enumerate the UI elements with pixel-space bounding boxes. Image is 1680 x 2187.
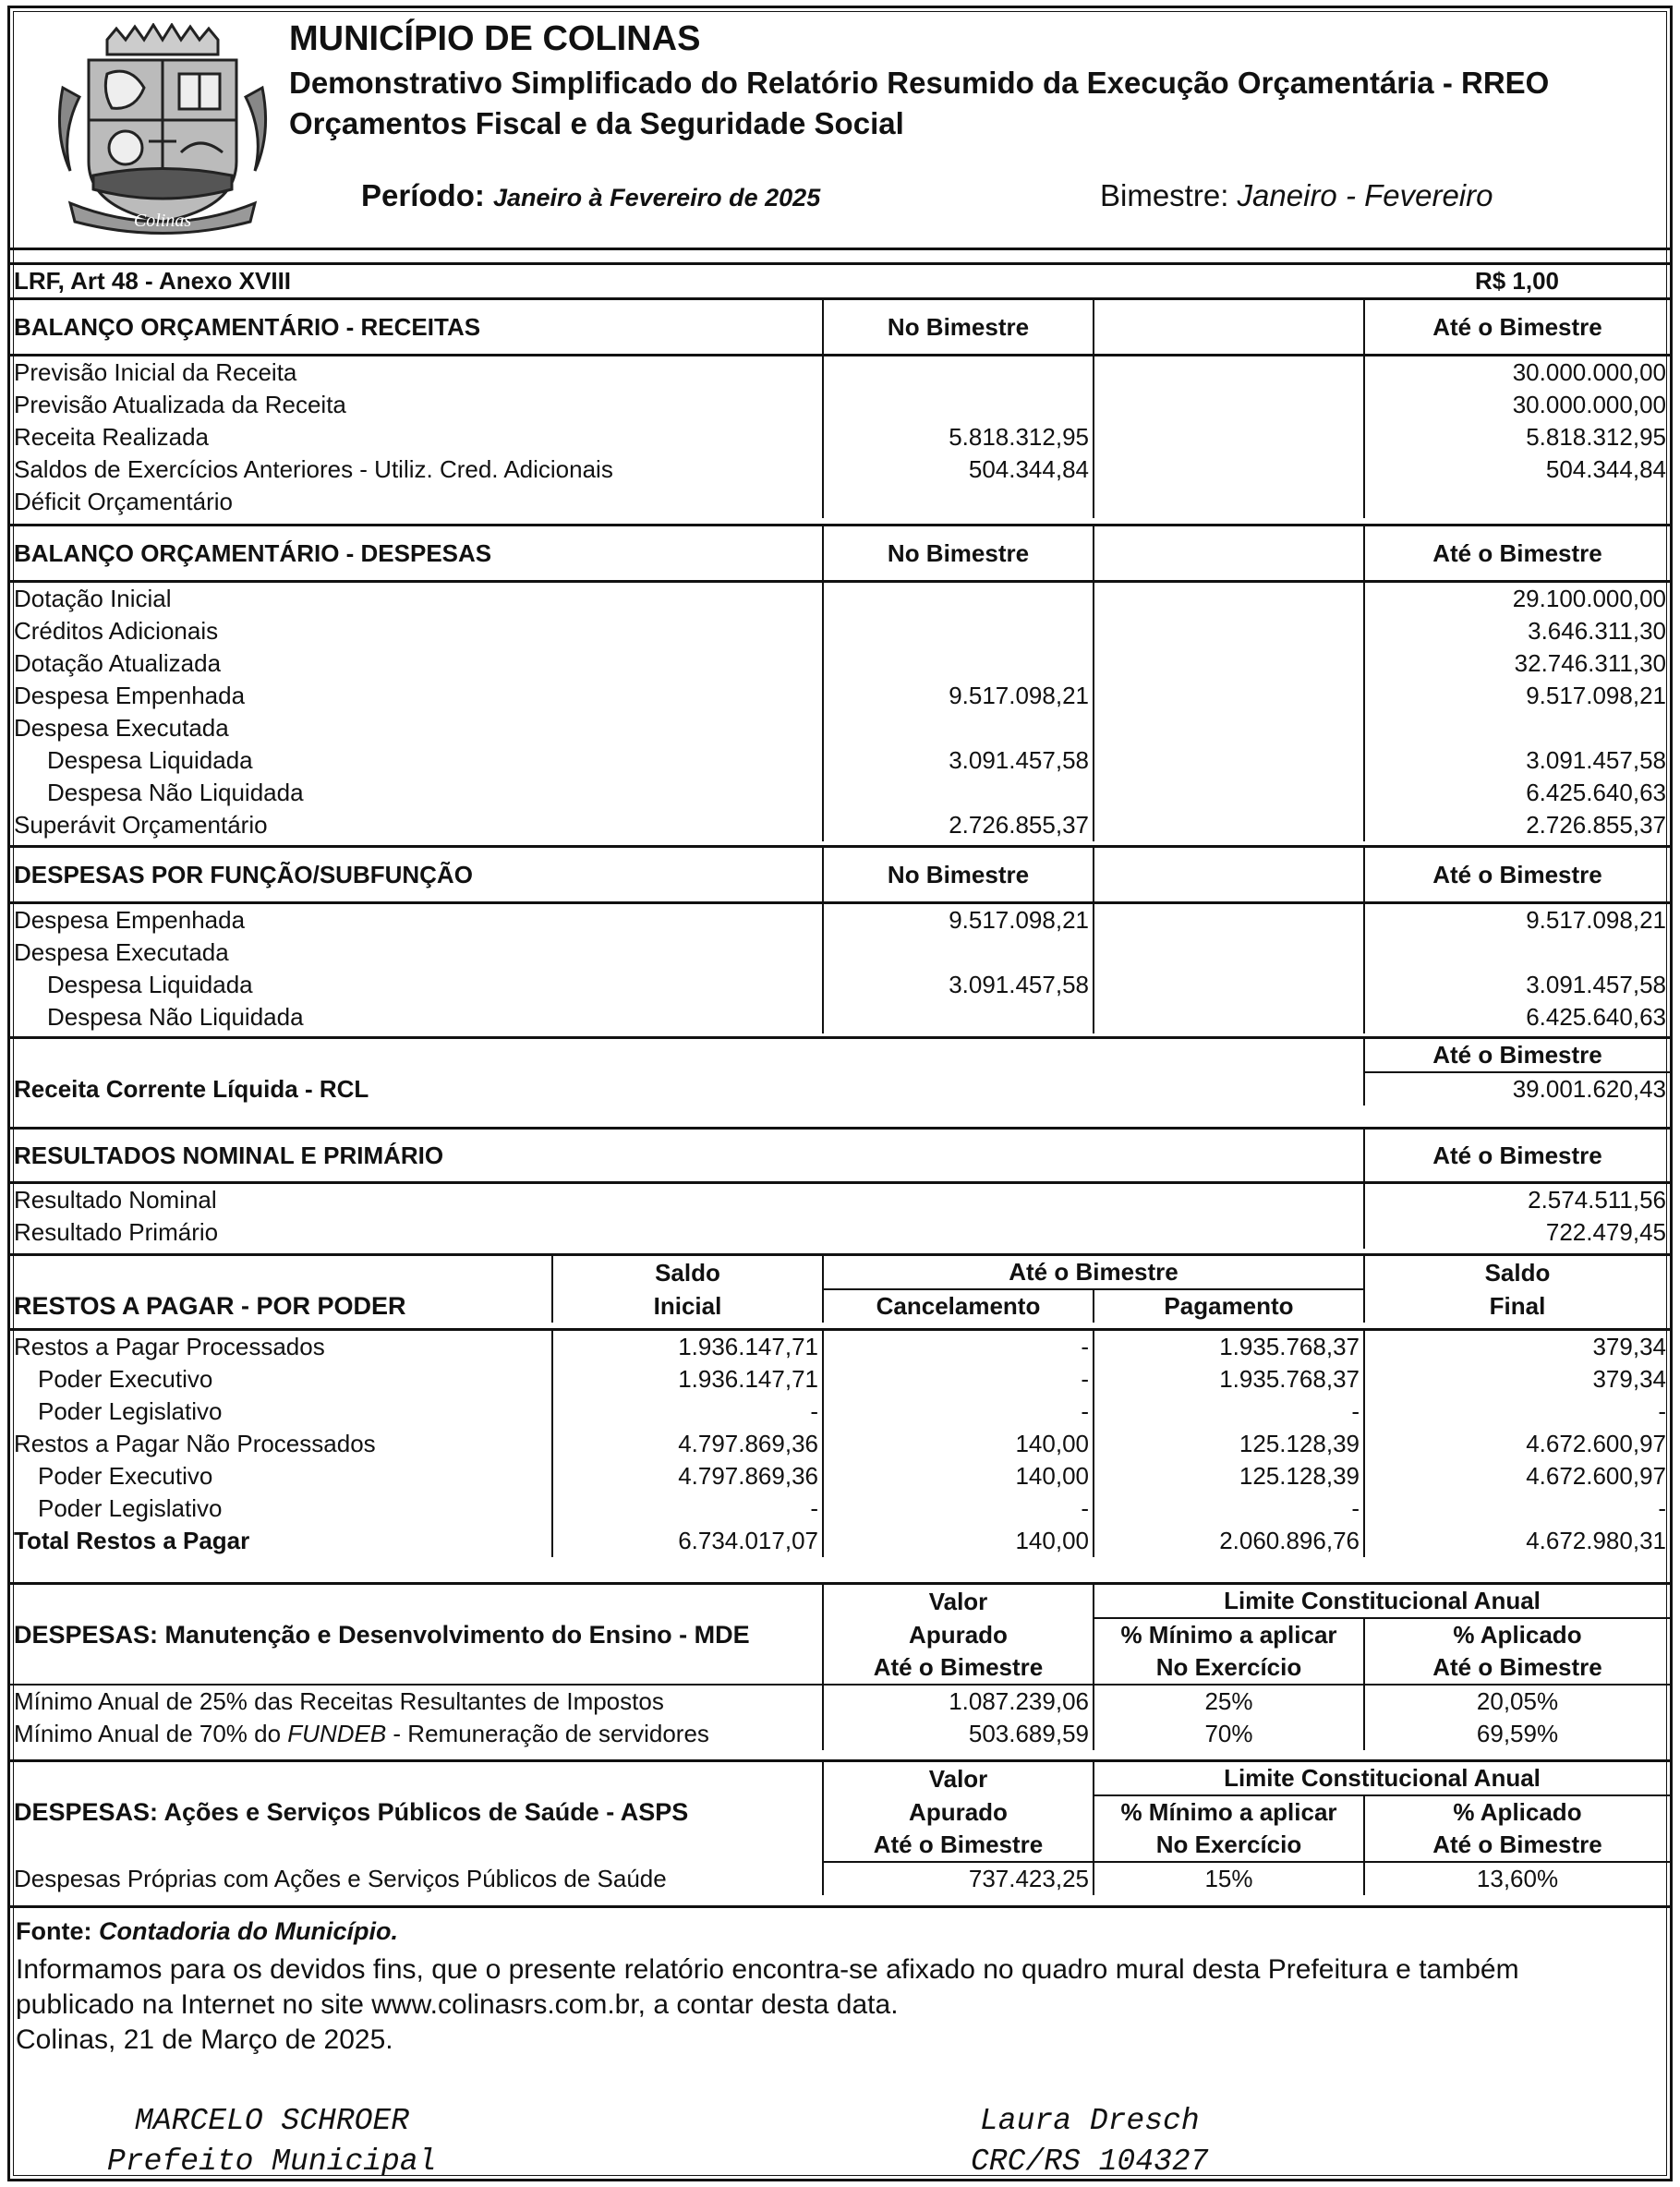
asps-head-min: % Mínimo a aplicar	[1094, 1795, 1364, 1829]
table-cell: - Remuneração de servidores	[386, 1720, 709, 1747]
table-cell: 5.818.312,95	[823, 421, 1094, 453]
table-cell: 20,05%	[1364, 1685, 1670, 1718]
table-cell	[823, 777, 1094, 809]
table-cell: No Exercício	[1094, 1829, 1364, 1862]
resultados-col-ate: Até o Bimestre	[1364, 1129, 1670, 1183]
signature-name-1: MARCELO SCHROER	[135, 2104, 410, 2138]
lrf-label: LRF, Art 48 - Anexo XVIII	[14, 267, 292, 295]
table-cell: Até o Bimestre	[823, 1651, 1094, 1685]
restos-head-cancel: Cancelamento	[823, 1289, 1094, 1323]
restos-title: RESTOS A PAGAR - POR PODER	[14, 1291, 406, 1320]
table-cell: 6.425.640,63	[1364, 777, 1670, 809]
table-cell: 4.672.980,31	[1364, 1525, 1670, 1557]
table-cell: 6.734.017,07	[552, 1525, 823, 1557]
coat-of-arms-logo	[52, 23, 273, 237]
table-cell: 2.574.511,56	[1364, 1183, 1670, 1217]
table-row-label: Poder Legislativo	[38, 1494, 223, 1522]
table-cell: 1.935.768,37	[1094, 1330, 1364, 1364]
funcao-title: DESPESAS POR FUNÇÃO/SUBFUNÇÃO	[14, 861, 473, 888]
table-cell: Até o Bimestre	[1364, 1829, 1670, 1862]
signature-role-2: CRC/RS 104327	[971, 2145, 1209, 2179]
page-title: MUNICÍPIO DE COLINAS	[289, 19, 701, 58]
table-cell: 15%	[1094, 1862, 1364, 1895]
bimestre-label: Bimestre:	[1100, 178, 1229, 212]
table-row-label: Despesa Liquidada	[47, 971, 253, 998]
resultados-title: RESULTADOS NOMINAL E PRIMÁRIO	[14, 1142, 444, 1169]
table-cell: 3.646.311,30	[1364, 615, 1670, 647]
table-cell: 30.000.000,00	[1364, 389, 1670, 421]
table-cell: 3.091.457,58	[823, 744, 1094, 777]
table-row-label: Previsão Atualizada da Receita	[14, 391, 346, 418]
table-row-label: Despesa Executada	[14, 714, 229, 742]
table-cell: 4.797.869,36	[552, 1460, 823, 1492]
table-cell: 503.689,59	[823, 1718, 1094, 1750]
table-row-label: Despesa Não Liquidada	[47, 779, 304, 806]
table-cell: 737.423,25	[823, 1862, 1094, 1895]
table-cell	[823, 582, 1094, 616]
despesas-col-no: No Bimestre	[823, 526, 1094, 582]
table-cell: Apurado	[823, 1795, 1094, 1829]
table-cell	[823, 356, 1094, 390]
table-cell: 379,34	[1364, 1330, 1670, 1364]
table-cell: Até o Bimestre	[823, 1829, 1094, 1862]
table-cell: 125.128,39	[1094, 1460, 1364, 1492]
lrf-table	[10, 262, 1670, 299]
table-cell: Informamos para os devidos fins, que o presente relatório encontra-se afixado no quadro mural desta Prefeitura e também publicado na Internet no site www.colinasrs.com.br, a contar desta data.	[16, 1954, 1519, 2020]
table-cell: -	[1094, 1396, 1364, 1428]
period	[361, 178, 820, 213]
table-cell: -	[823, 1330, 1094, 1364]
resultados-table	[10, 1127, 1670, 1249]
asps-head-limite: Limite Constitucional Anual	[1094, 1761, 1670, 1796]
table-row-label: Receita Realizada	[14, 423, 210, 451]
receitas-col-ate: Até o Bimestre	[1364, 299, 1670, 356]
table-row-label: Despesa Executada	[14, 938, 229, 966]
mde-head-limite: Limite Constitucional Anual	[1094, 1584, 1670, 1619]
mde-head-apl: % Aplicado	[1364, 1618, 1670, 1651]
table-cell: 5.818.312,95	[1364, 421, 1670, 453]
table-cell: Inicial	[552, 1289, 823, 1323]
table-cell: -	[552, 1492, 823, 1525]
asps-title: DESPESAS: Ações e Serviços Públicos de Saúde - ASPS	[14, 1797, 689, 1826]
asps-head-apl: % Aplicado	[1364, 1795, 1670, 1829]
source-label: Fonte:	[16, 1917, 92, 1945]
table-cell: 3.091.457,58	[1364, 744, 1670, 777]
table-cell: Apurado	[823, 1618, 1094, 1651]
table-cell: No Exercício	[1094, 1651, 1364, 1685]
despesas-title: BALANÇO ORÇAMENTÁRIO - DESPESAS	[14, 539, 492, 567]
table-cell: 2.726.855,37	[823, 809, 1094, 841]
restos-head-ate: Até o Bimestre	[823, 1255, 1364, 1290]
table-cell: 1.936.147,71	[552, 1330, 823, 1364]
table-row-label: Poder Executivo	[38, 1462, 213, 1490]
table-row-label	[10, 1718, 823, 1750]
funcao-col-no: No Bimestre	[823, 847, 1094, 903]
table-cell: Final	[1364, 1289, 1670, 1323]
table-cell: Mínimo Anual de 70% do	[14, 1720, 288, 1747]
table-cell: 2.060.896,76	[1094, 1525, 1364, 1557]
bimestre	[1100, 178, 1493, 213]
table-cell	[823, 389, 1094, 421]
table-cell: 9.517.098,21	[1364, 903, 1670, 937]
table-cell	[823, 615, 1094, 647]
table-cell: 4.672.600,97	[1364, 1428, 1670, 1460]
table-cell: 9.517.098,21	[823, 903, 1094, 937]
table-cell: 13,60%	[1364, 1862, 1670, 1895]
signature-name-2: Laura Dresch	[980, 2104, 1200, 2138]
table-row-label: Despesa Não Liquidada	[47, 1003, 304, 1031]
table-row-label: Restos a Pagar Processados	[14, 1333, 325, 1360]
table-row-label: Dotação Atualizada	[14, 649, 222, 677]
table-cell: 504.344,84	[823, 453, 1094, 486]
table-row-label: Despesas Próprias com Ações e Serviços Públicos de Saúde	[14, 1864, 667, 1892]
table-cell: 25%	[1094, 1685, 1364, 1718]
funcao-col-ate: Até o Bimestre	[1364, 847, 1670, 903]
bimestre-value: Janeiro - Fevereiro	[1237, 178, 1493, 212]
signature-role-1: Prefeito Municipal	[107, 2145, 437, 2179]
restos-head-final: Saldo	[1364, 1255, 1670, 1290]
restos-table	[10, 1253, 1670, 1557]
table-row-label: Mínimo Anual de 25% das Receitas Resultantes de Impostos	[14, 1687, 664, 1715]
table-cell: -	[1094, 1492, 1364, 1525]
table-cell: 1.936.147,71	[552, 1363, 823, 1396]
table-row-label: Previsão Inicial da Receita	[14, 358, 297, 386]
report-frame	[7, 6, 1673, 2181]
table-row-label: Resultado Primário	[14, 1218, 219, 1246]
table-row-label: Dotação Inicial	[14, 585, 172, 612]
receitas-col-no: No Bimestre	[823, 299, 1094, 356]
table-cell: 140,00	[823, 1525, 1094, 1557]
logo-text: Colinas	[133, 211, 192, 231]
currency-label: R$ 1,00	[1474, 267, 1560, 295]
table-cell: -	[1364, 1492, 1670, 1525]
place-date: Colinas, 21 de Março de 2025.	[16, 2024, 393, 2055]
table-cell: 3.091.457,58	[823, 969, 1094, 1001]
receitas-table	[10, 297, 1670, 518]
table-cell: -	[823, 1396, 1094, 1428]
footer-text	[16, 1952, 1641, 2058]
period-value: Janeiro à Fevereiro de 2025	[493, 184, 821, 211]
restos-head-saldo: Saldo	[552, 1255, 823, 1290]
table-cell	[823, 647, 1094, 680]
table-row-label: Restos a Pagar Não Processados	[14, 1430, 376, 1457]
mde-title: DESPESAS: Manutenção e Desenvolvimento do Ensino - MDE	[14, 1620, 750, 1649]
total-row-label: Total Restos a Pagar	[14, 1527, 250, 1554]
mde-head-valor: Valor	[823, 1584, 1094, 1619]
table-cell: 6.425.640,63	[1364, 1001, 1670, 1033]
table-cell: 9.517.098,21	[823, 680, 1094, 712]
table-row-label: Saldos de Exercícios Anteriores - Utiliz. Cred. Adicionais	[14, 455, 613, 483]
table-row-label: Despesa Empenhada	[14, 906, 246, 934]
source-value: Contadoria do Município.	[99, 1917, 398, 1945]
source-line	[16, 1917, 398, 1946]
table-cell: -	[823, 1363, 1094, 1396]
asps-table	[10, 1759, 1670, 1895]
table-cell: 504.344,84	[1364, 453, 1670, 486]
table-row-label: Déficit Orçamentário	[14, 488, 233, 515]
table-row-label: Despesa Liquidada	[47, 746, 253, 774]
table-cell: 2.726.855,37	[1364, 809, 1670, 841]
table-cell: 1.087.239,06	[823, 1685, 1094, 1718]
funcao-table	[10, 845, 1670, 1033]
report-footer	[10, 1905, 1670, 2181]
despesas-col-ate: Até o Bimestre	[1364, 526, 1670, 582]
table-cell: 3.091.457,58	[1364, 969, 1670, 1001]
table-cell: 4.672.600,97	[1364, 1460, 1670, 1492]
rcl-col-ate: Até o Bimestre	[1364, 1038, 1670, 1073]
asps-head-valor: Valor	[823, 1761, 1094, 1796]
rcl-label: Receita Corrente Líquida - RCL	[14, 1074, 369, 1103]
table-cell	[823, 936, 1094, 969]
mde-head-min: % Mínimo a aplicar	[1094, 1618, 1364, 1651]
table-row-label: Créditos Adicionais	[14, 617, 219, 645]
restos-head-pag: Pagamento	[1094, 1289, 1364, 1323]
table-cell: -	[552, 1396, 823, 1428]
table-cell	[1364, 486, 1670, 518]
table-cell: 70%	[1094, 1718, 1364, 1750]
table-row-label: Superávit Orçamentário	[14, 811, 268, 839]
table-cell: 32.746.311,30	[1364, 647, 1670, 680]
table-cell: 140,00	[823, 1460, 1094, 1492]
table-cell: -	[1364, 1396, 1670, 1428]
table-row-label: Despesa Empenhada	[14, 682, 246, 709]
page-subtitle: Demonstrativo Simplificado do Relatório Resumido da Execução Orçamentária - RREO	[289, 66, 1550, 100]
table-row-label: Poder Executivo	[38, 1365, 213, 1393]
table-cell	[823, 712, 1094, 744]
table-cell	[823, 1001, 1094, 1033]
table-cell: 722.479,45	[1364, 1216, 1670, 1249]
table-cell: FUNDEB	[287, 1720, 387, 1747]
table-cell	[1364, 712, 1670, 744]
despesas-table	[10, 524, 1670, 841]
table-cell: 1.935.768,37	[1094, 1363, 1364, 1396]
table-cell: 140,00	[823, 1428, 1094, 1460]
table-cell: 379,34	[1364, 1363, 1670, 1396]
rcl-table	[10, 1036, 1670, 1106]
receitas-title: BALANÇO ORÇAMENTÁRIO - RECEITAS	[14, 313, 481, 341]
table-cell: Até o Bimestre	[1364, 1651, 1670, 1685]
table-cell: 69,59%	[1364, 1718, 1670, 1750]
mde-table	[10, 1582, 1670, 1750]
table-cell: 30.000.000,00	[1364, 356, 1670, 390]
table-cell: -	[823, 1492, 1094, 1525]
period-label: Período:	[361, 178, 485, 212]
table-row-label: Resultado Nominal	[14, 1186, 217, 1214]
rcl-value: 39.001.620,43	[1364, 1072, 1670, 1106]
report-header	[10, 8, 1670, 250]
table-cell	[1364, 936, 1670, 969]
table-cell: 9.517.098,21	[1364, 680, 1670, 712]
table-cell	[823, 486, 1094, 518]
table-cell: 125.128,39	[1094, 1428, 1364, 1460]
table-cell: 29.100.000,00	[1364, 582, 1670, 616]
table-cell: 4.797.869,36	[552, 1428, 823, 1460]
page-subtitle-2: Orçamentos Fiscal e da Seguridade Social	[289, 106, 904, 140]
table-row-label: Poder Legislativo	[38, 1397, 223, 1425]
